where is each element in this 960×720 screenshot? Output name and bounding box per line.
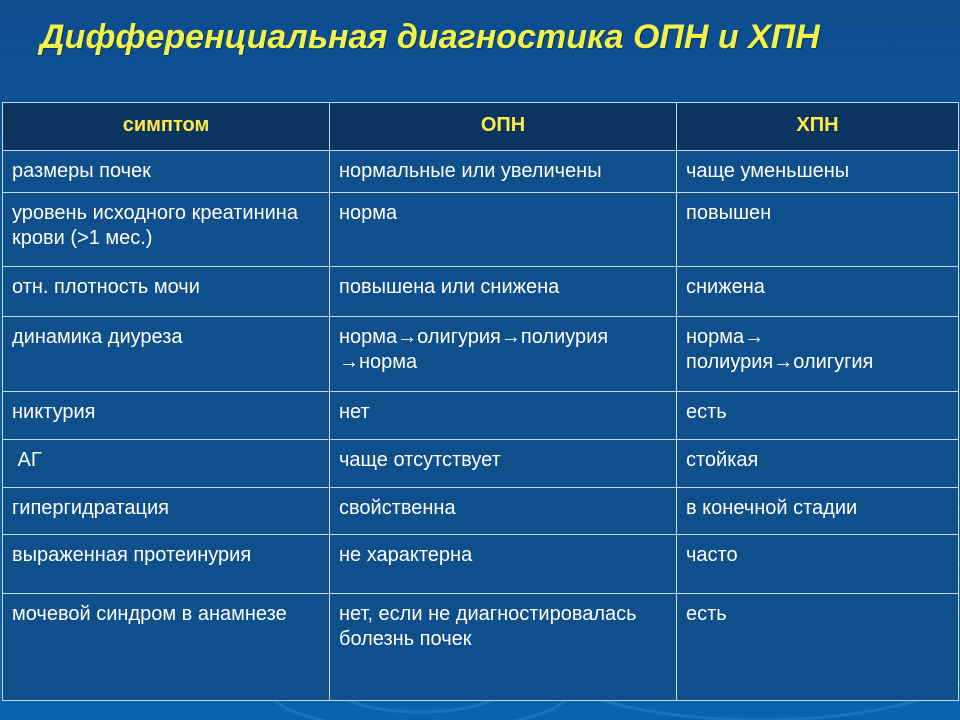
- table-row: [3, 267, 959, 317]
- table-cell: мочевой синдром в анамнезе: [3, 594, 330, 701]
- table-row: [3, 392, 959, 440]
- table-cell: снижена: [677, 267, 959, 317]
- table-cell: стойкая: [677, 440, 959, 488]
- table-cell: АГ: [3, 440, 330, 488]
- table-cell: свойственна: [330, 488, 677, 535]
- table-row: [3, 440, 959, 488]
- table-cell: отн. плотность мочи: [3, 267, 330, 317]
- table-cell: есть: [677, 594, 959, 701]
- table-cell: нормальные или увеличены: [330, 151, 677, 193]
- table-cell: размеры почек: [3, 151, 330, 193]
- table-cell: не характерна: [330, 535, 677, 594]
- table-cell: никтурия: [3, 392, 330, 440]
- table-cell: динамика диуреза: [3, 317, 330, 392]
- table-cell: гипергидратация: [3, 488, 330, 535]
- table-cell: норма→ полиурия→олигугия: [677, 317, 959, 392]
- table-header-row: [3, 103, 959, 151]
- table-row: [3, 535, 959, 594]
- table-cell: нет, если не диагностировалась болезнь почек: [330, 594, 677, 701]
- table-row: [3, 193, 959, 267]
- table-row: [3, 317, 959, 392]
- table-cell: норма: [330, 193, 677, 267]
- table-cell: в конечной стадии: [677, 488, 959, 535]
- comparison-table: [2, 102, 959, 701]
- table-cell: часто: [677, 535, 959, 594]
- table-row: [3, 594, 959, 701]
- table-row: [3, 151, 959, 193]
- slide-title: Дифференциальная диагностика ОПН и ХПН: [40, 18, 820, 56]
- table-row: [3, 488, 959, 535]
- table-cell: есть: [677, 392, 959, 440]
- table-cell: уровень исходного креатинина крови (>1 мес.): [3, 193, 330, 267]
- column-header-symptom: симптом: [3, 103, 330, 151]
- table-cell: чаще отсутствует: [330, 440, 677, 488]
- table-cell: чаще уменьшены: [677, 151, 959, 193]
- table-cell: повышена или снижена: [330, 267, 677, 317]
- table-cell: нет: [330, 392, 677, 440]
- table-cell: норма→олигурия→полиурия →норма: [330, 317, 677, 392]
- table-cell: повышен: [677, 193, 959, 267]
- table-cell: выраженная протеинурия: [3, 535, 330, 594]
- column-header-hpn: ХПН: [677, 103, 959, 151]
- column-header-opn: ОПН: [330, 103, 677, 151]
